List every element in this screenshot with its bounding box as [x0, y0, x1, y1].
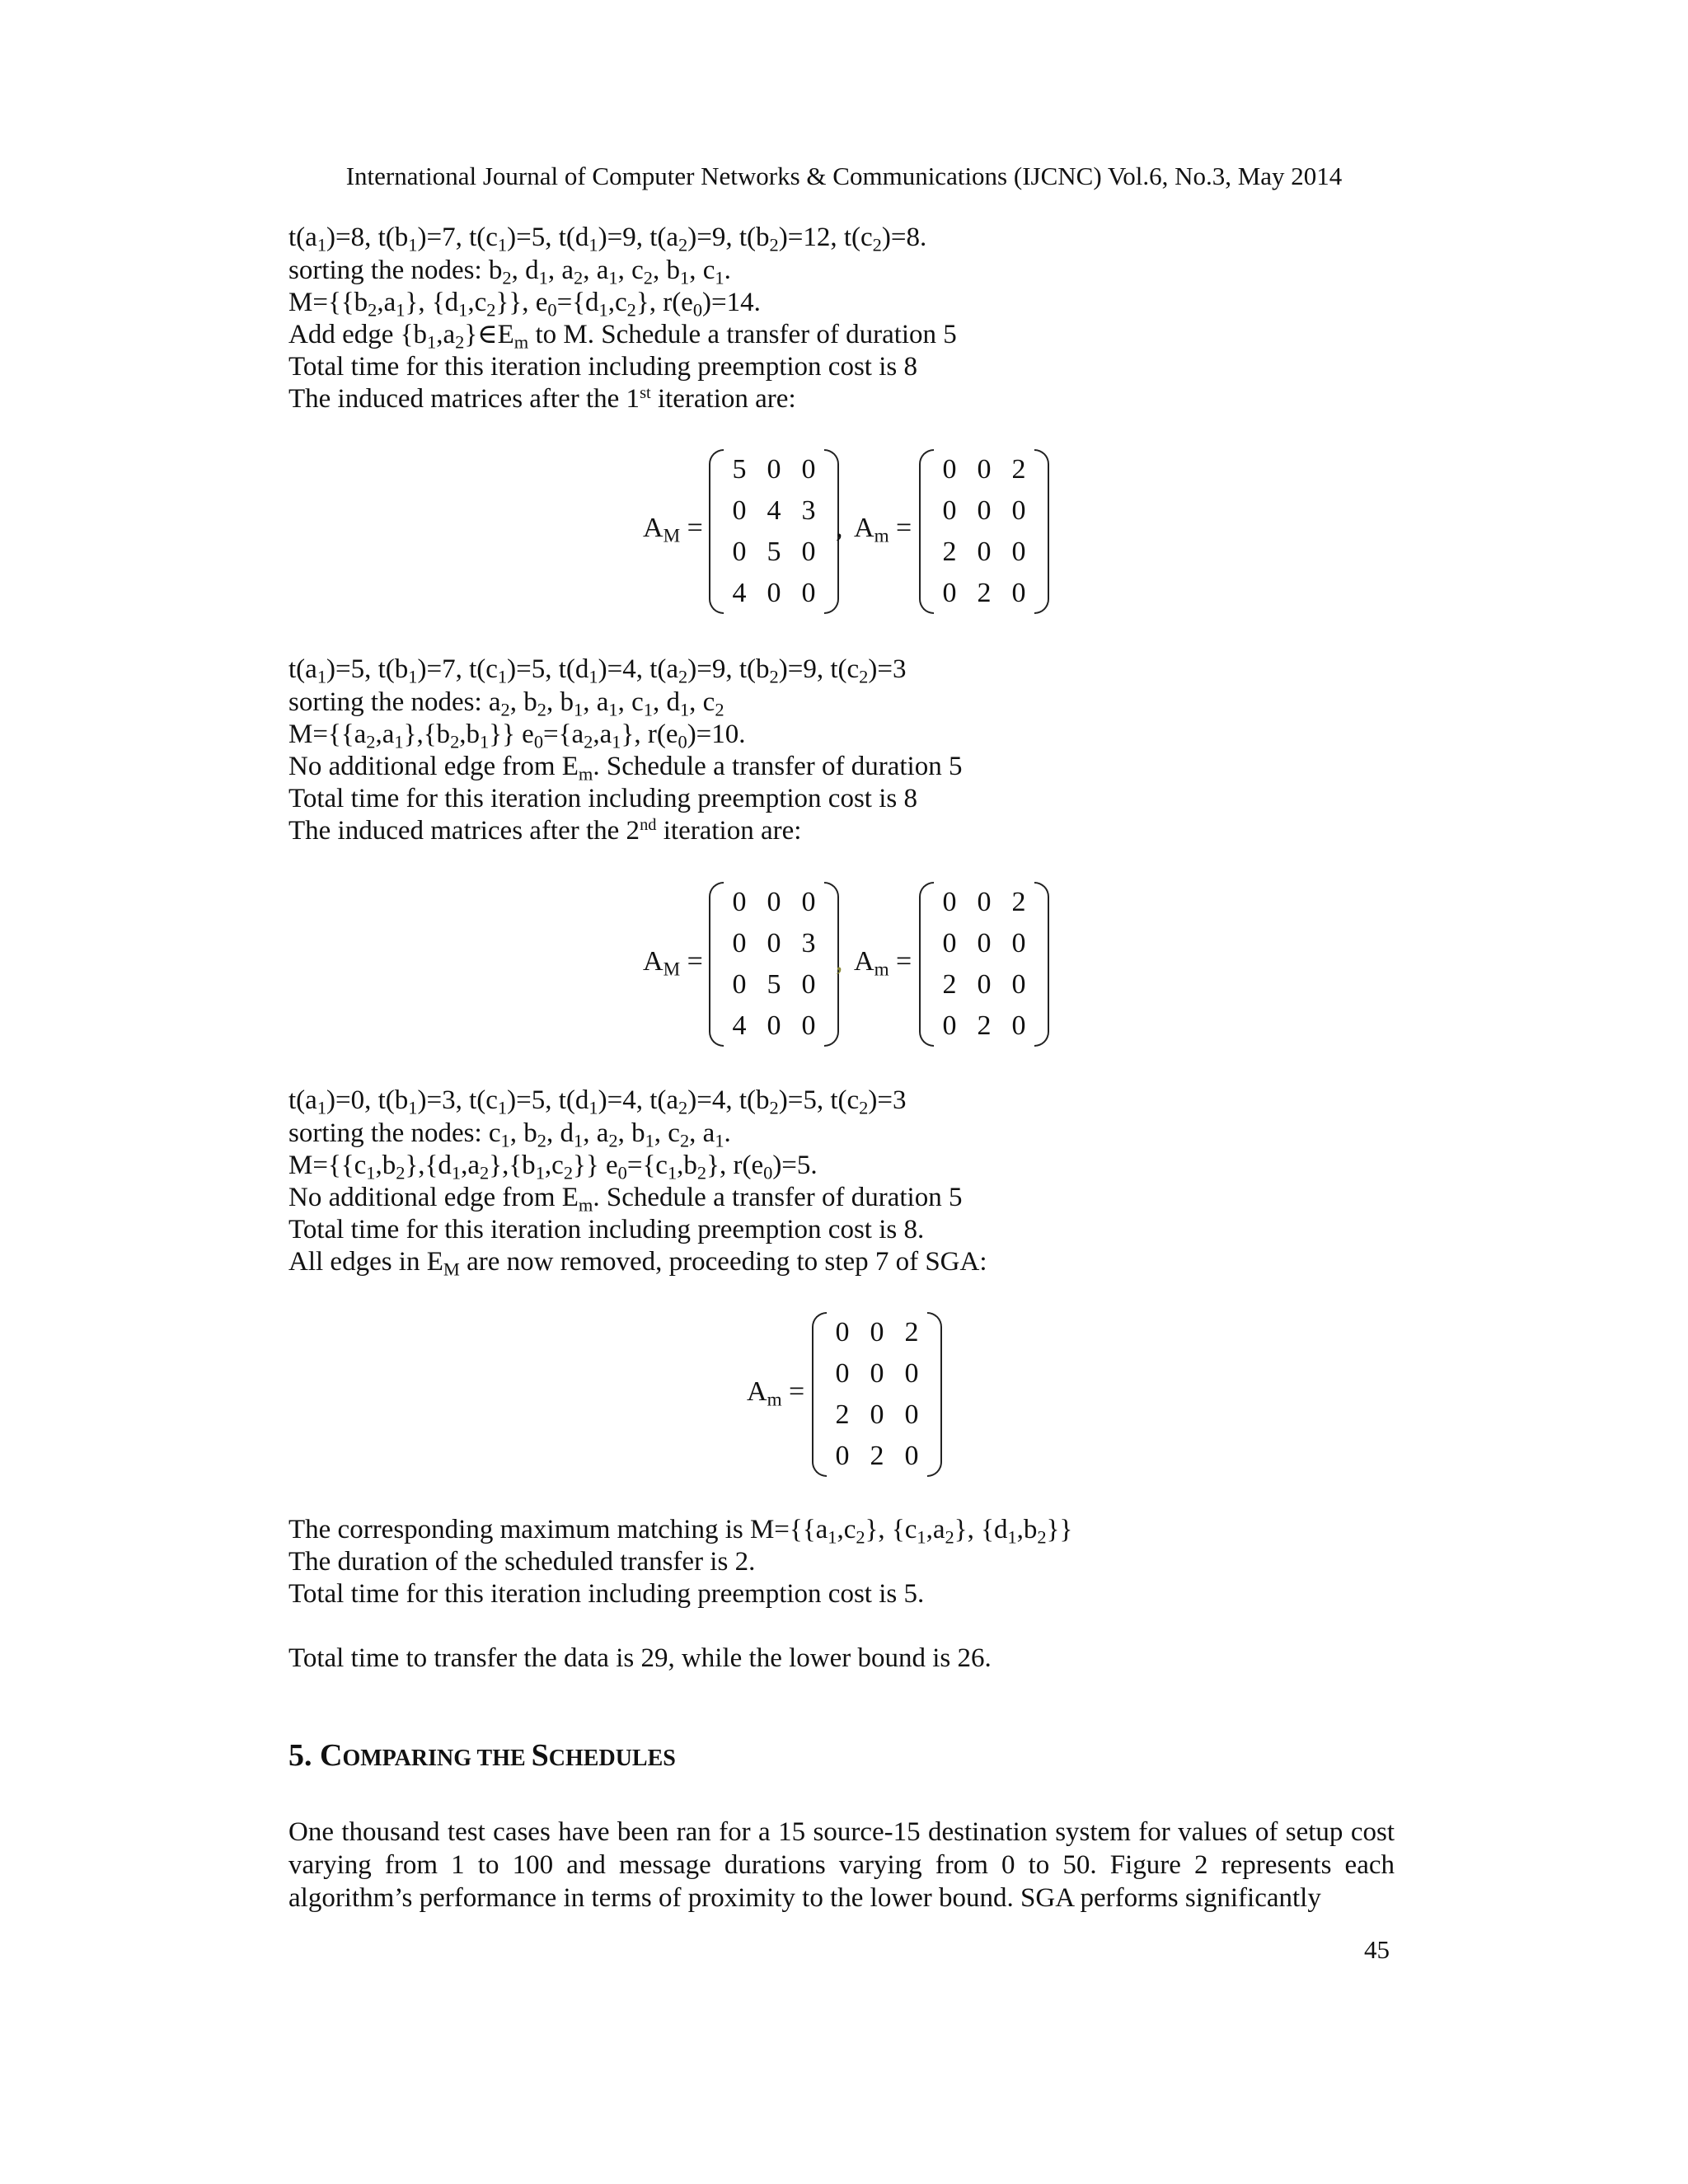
matrix-cell: 0	[977, 887, 992, 917]
matrix-cell: 0	[1011, 928, 1026, 958]
matrix-cell: 0	[942, 495, 957, 526]
matrix-Am-1	[919, 449, 1049, 614]
matrix-cell: 3	[801, 928, 816, 958]
matrix-cell: 0	[870, 1317, 884, 1347]
iter2-total: Total time for this iteration including preemption cost is 8	[288, 784, 917, 813]
iter3-removed: All edges in $E_M$ are now removed, proceeding to step 7 of SGA:	[288, 1247, 987, 1280]
iter2-induced: The induced matrices after the 2nd iteration are:	[288, 815, 802, 846]
iter2-add-edge: No additional edge from $E_m$. Schedule a transfer of duration 5	[288, 752, 963, 785]
matrix-cell: 5	[767, 969, 781, 1000]
matrix-cell: 2	[904, 1317, 919, 1347]
matrix-cell: 0	[732, 537, 747, 567]
iter1-induced: The induced matrices after the 1st iteration are:	[288, 383, 796, 414]
iter3-sorting: sorting the nodes: $c_1$, $b_2$, $d_1$, $a_2$, $b_1$, $c_2$, $a_1$.	[288, 1118, 731, 1151]
iter3-total: Total time for this iteration including preemption cost is 8.	[288, 1215, 925, 1244]
iter2-sorting: sorting the nodes: $a_2$, $b_2$, $b_1$, $a_1$, $c_1$, $d_1$, $c_2$	[288, 687, 724, 720]
matrix-cell: 0	[767, 578, 781, 608]
iter3-matching: $M=\{\{c_1,b_2\},\{d_1,a_2\},\{b_1,c_2\}\}$ $e_0=\{c_1,b_2\}$, $r(e_0)=5$.	[288, 1151, 818, 1183]
matrix-cell: 2	[1011, 454, 1026, 485]
matrix-cell: 5	[732, 454, 747, 485]
iter1-matching: $M=\{\{b_2,a_1\}$, $\{d_1,c_2\}$}, $e_0=\{d_1,c_2\}$, $r(e_0)=14$.	[288, 288, 761, 321]
section-title: COMPARING THE SCHEDULES	[320, 1738, 676, 1773]
matrix-Am-3-cells	[825, 1312, 929, 1477]
matrix-cell: 0	[977, 969, 992, 1000]
matrix-AM-2-cells	[722, 882, 826, 1047]
matrix-cell: 2	[977, 1010, 992, 1041]
matrix-cell: 0	[977, 495, 992, 526]
iter3-node-times: $t(a_1)=0$, $t(b_1)=3$, $t(c_1)=5$, $t(d_1)=4$, $t(a_2)=4$, $t(b_2)=5$, $t(c_2)=3$	[288, 1085, 907, 1118]
matrix-AM-2	[709, 882, 839, 1047]
matrix-cell: 2	[977, 578, 992, 608]
final-overall: Total time to transfer the data is 29, while the lower bound is 26.	[288, 1643, 992, 1673]
matrix-cell: 0	[767, 1010, 781, 1041]
matrix-cell: 2	[942, 537, 957, 567]
matrix-cell: 0	[835, 1358, 850, 1389]
matrix-cell: 0	[835, 1441, 850, 1471]
matrix-cell: 0	[801, 969, 816, 1000]
matrix-cell: 0	[1011, 1010, 1026, 1041]
matrix-cell: 0	[1011, 495, 1026, 526]
journal-header: International Journal of Computer Networks & Communications (IJCNC) Vol.6, No.3, May 2014	[345, 162, 1343, 190]
label-Am-3: $A_m$ =	[747, 1376, 805, 1411]
iter1-add-edge: Add edge $\{b_1,a_2\}\in E_m$ to M. Schedule a transfer of duration 5	[288, 320, 957, 353]
matrix-cell: 0	[801, 537, 816, 567]
matrix-AM-1	[709, 449, 839, 614]
matrix-cell: 0	[732, 887, 747, 917]
label-Am-1: $A_m$ =	[854, 513, 912, 547]
matrix-cell: 0	[801, 887, 816, 917]
matrix-cell: 0	[870, 1399, 884, 1430]
iter2-node-times: $t(a_1)=5$, $t(b_1)=7$, $t(c_1)=5$, $t(d_1)=4$, $t(a_2)=9$, $t(b_2)=9$, $t(c_2)=3$	[288, 654, 907, 687]
iter1-node-times: $t(a_1)=8$, $t(b_1)=7$, $t(c_1)=5$, $t(d_1)=9$, $t(a_2)=9$, $t(b_2)=12$, $t(c_2)=8$.	[288, 223, 927, 255]
matrix-cell: 0	[942, 887, 957, 917]
iter1-sorting: sorting the nodes: $b_2$, $d_1$, $a_2$, $a_1$, $c_2$, $b_1$, $c_1$.	[288, 255, 731, 288]
matrix-cell: 0	[904, 1358, 919, 1389]
matrix-cell: 0	[942, 1010, 957, 1041]
matrix-cell: 0	[942, 578, 957, 608]
matrix-cell: 0	[732, 495, 747, 526]
matrix-cell: 2	[942, 969, 957, 1000]
section-paragraph: One thousand test cases have been ran for a 15 source-15 destination system for values of setup cost varying from 1 to 100 and message durations varying from 0 to 50. Figure 2 represents each algorithm’s performance in terms of proximity to the lower bound. SGA performs significantly	[288, 1817, 1395, 1913]
matrix-cell: 0	[977, 537, 992, 567]
matrix-Am-2	[919, 882, 1049, 1047]
matrix-cell: 4	[732, 1010, 747, 1041]
matrix-cell: 0	[732, 969, 747, 1000]
matrix-cell: 0	[1011, 969, 1026, 1000]
matrix-cell: 3	[801, 495, 816, 526]
matrix-cell: 2	[1011, 887, 1026, 917]
matrix-cell: 0	[977, 928, 992, 958]
matrix-separator-2: ,	[836, 946, 843, 977]
matrix-cell: 0	[801, 454, 816, 485]
matrix-Am-3	[812, 1312, 942, 1477]
matrix-cell: 0	[904, 1399, 919, 1430]
matrix-cell: 0	[767, 454, 781, 485]
matrix-cell: 2	[870, 1441, 884, 1471]
matrix-Am-1-cells	[932, 449, 1036, 614]
matrix-cell: 0	[942, 454, 957, 485]
final-duration: The duration of the scheduled transfer is 2.	[288, 1547, 756, 1577]
matrix-cell: 0	[1011, 578, 1026, 608]
matrix-cell: 0	[732, 928, 747, 958]
label-Am-2: $A_m$ =	[854, 946, 912, 981]
matrix-cell: 0	[904, 1441, 919, 1471]
label-AM-1: $A_M$ =	[643, 513, 703, 547]
matrix-cell: 4	[767, 495, 781, 526]
matrix-cell: 0	[977, 454, 992, 485]
final-total: Total time for this iteration including preemption cost is 5.	[288, 1579, 925, 1609]
matrix-cell: 0	[801, 578, 816, 608]
matrix-cell: 4	[732, 578, 747, 608]
matrix-cell: 0	[942, 928, 957, 958]
matrix-separator-1: ,	[836, 513, 843, 543]
matrix-cell: 0	[767, 887, 781, 917]
iter3-add-edge: No additional edge from $E_m$. Schedule a transfer of duration 5	[288, 1183, 963, 1216]
iter1-total: Total time for this iteration including preemption cost is 8	[288, 352, 917, 382]
matrix-AM-1-cells	[722, 449, 826, 614]
page-number: 45	[1364, 1935, 1390, 1964]
matrix-cell: 0	[1011, 537, 1026, 567]
iter2-matching: $M=\{\{a_2,a_1\},\{b_2,b_1\}\}$ $e_0=\{a_2,a_1\}$, $r(e_0)=10$.	[288, 719, 746, 752]
section-heading	[288, 1737, 676, 1774]
matrix-cell: 5	[767, 537, 781, 567]
matrix-cell: 0	[870, 1358, 884, 1389]
final-matching: The corresponding maximum matching is $M=\{\{a_1,c_2\}$, $\{c_1,a_2\}$, $\{d_1,b_2\}$}	[288, 1515, 1073, 1548]
label-AM-2: $A_M$ =	[643, 946, 703, 981]
matrix-cell: 0	[835, 1317, 850, 1347]
matrix-cell: 0	[767, 928, 781, 958]
matrix-cell: 2	[835, 1399, 850, 1430]
matrix-cell: 0	[801, 1010, 816, 1041]
matrix-Am-2-cells	[932, 882, 1036, 1047]
section-number: 5.	[288, 1738, 312, 1773]
